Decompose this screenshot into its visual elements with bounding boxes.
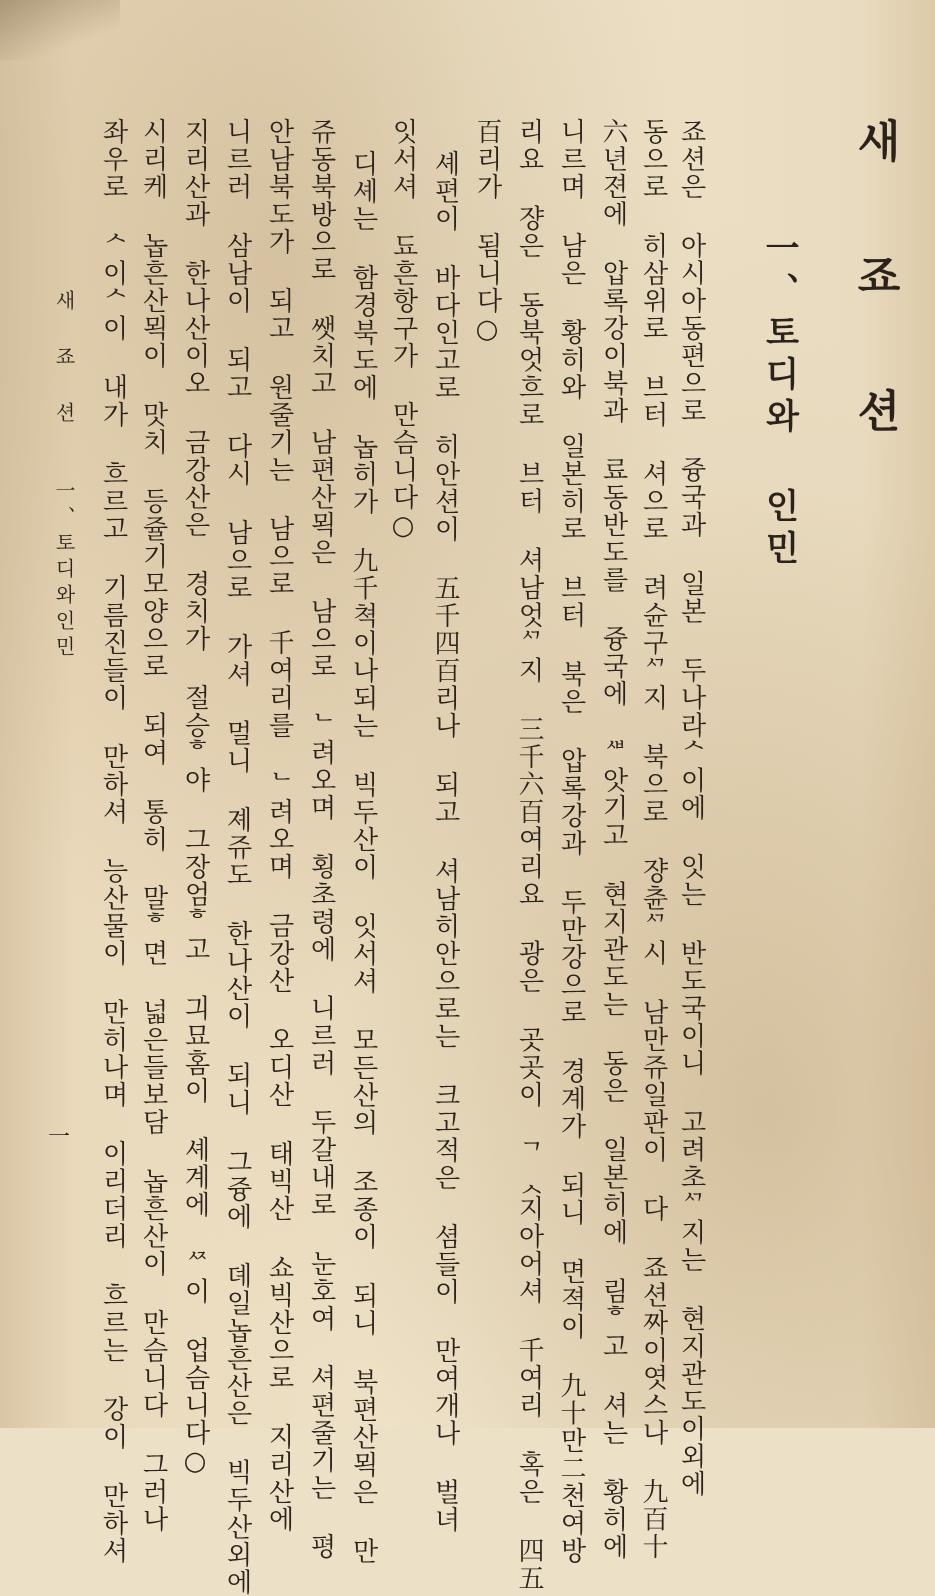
text-column-2: 동으로 히삼위로 브터 셔으로 려슌구ᄭ지 북으로 쟝츈ᄭ시 남만쥬일판이 다 죠션짜이엿스나 九百十 <box>638 118 668 1561</box>
page-fold <box>0 0 120 60</box>
text-column-10: 쥬동북방으로 쌧치고 남편산뫽은 남으로 ᄂ려오며 횡초령에 니르러 두갈내로 눈호여 셔편줄기는 평 <box>306 118 336 1561</box>
text-column-15: 좌우로 ᄉ이ᄉ이 내가 흐르고 기름진들이 만하셔 능산물이 만히나며 이리더리 흐르는 강이 만하셔 <box>98 118 128 1565</box>
text-column-8: 잇서셔 됴흔항구가 만슴니다○ <box>388 118 418 543</box>
text-column-4: 니르며 남은 황히와 일본히로 브터 북은 압록강과 두만강으로 경계가 되니 면젹이 九十만二천여방 <box>556 118 586 1565</box>
footer-title: 새 죠 션 <box>52 290 76 428</box>
book-title: 새 죠 션 <box>849 118 900 452</box>
text-column-11: 안남북도가 되고 원줄기는 남으로 千여리를 ᄂ려오며 금강산 오디산 태빅산 쇼빅산으로 지리산에 <box>264 118 294 1533</box>
text-column-7: 셰편이 바다인고로 히안션이 五千四百리나 되고 셔남히안으로는 크고적은 셤들이 만여개나 벌녀 <box>430 150 460 1534</box>
text-column-3: 六년젼에 압록강이북과 료동반도를 즁국에 ᄲ앗기고 현지관도는 동은 일본히에 림ᄒ고 셔는 황히에 <box>598 118 628 1561</box>
page-number: 一 <box>48 1125 71 1150</box>
text-column-9: 디셰는 함경북도에 놉히가 九千쳑이나되는 빅두산이 잇서셔 모든산의 조종이 되니 북편산뫽은 만 <box>348 150 378 1565</box>
text-column-5: 리요 쟝은 동북엇흐로 브터 셔남엇ᄭ지 三千六百여리요 광은 곳곳이 ᄀᆺ지아어셔 千여리 혹은 四五 <box>514 118 544 1592</box>
text-column-1: 죠션은 아시아동편으로 즁국과 일본 두나라ᄉ이에 잇는 반도국이니 고려초ᄭ지는 현지관도이외에 <box>676 118 706 1498</box>
footer-section: 一、토디와인민 <box>52 480 76 662</box>
text-column-14: 시리케 놉흔산뫽이 맛치 등쥴기모양으로 되여 통히 말ᄒ면 넓은들보담 놉흔산이 만슴니다 그러나 <box>138 118 168 1533</box>
text-column-12: 니르러 삼남이 되고 다시 남으로 가셔 멀니 졔쥬도 한나산이 되니 그즁에 뎨일놉흔산은 빅두산외에 <box>222 118 252 1596</box>
section-heading: 一、토디와 인민 <box>759 230 799 572</box>
text-column-6: 百리가 됨니다○ <box>472 118 502 346</box>
text-column-13: 지리산과 한나산이오 금강산은 경치가 절승ᄒ야 그장엄ᄒ고 긔묘홈이 셰계에 ᄶ이 업슴니다○ <box>180 118 210 1478</box>
